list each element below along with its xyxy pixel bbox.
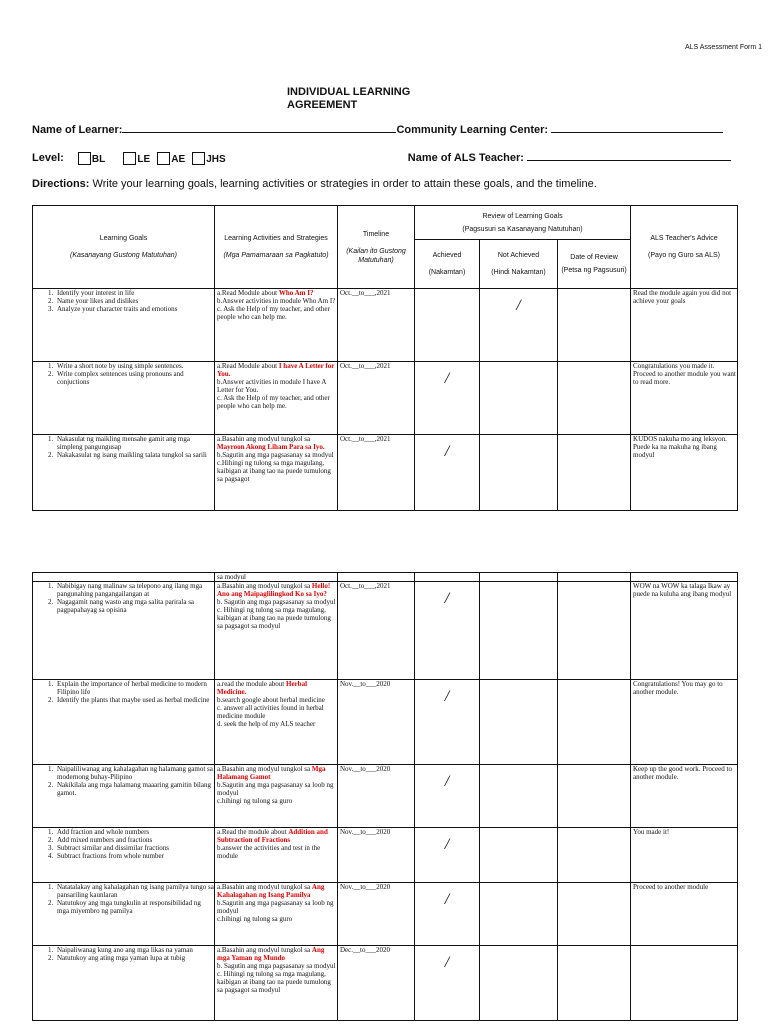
timeline-cell: Nov.__to___2020	[338, 883, 415, 946]
header-not-achieved: Not Achieved (Hindi Nakamtan)	[480, 240, 558, 289]
continuation-row	[33, 573, 738, 582]
timeline-cell: Dec.__to___2020	[338, 946, 415, 1021]
goal-item: 1. Naipaliwanag kung ano ang mga likas na yaman	[55, 946, 214, 954]
table-body-page1	[33, 289, 738, 511]
form-code: ALS Assessment Form 1	[684, 44, 762, 51]
directions	[32, 178, 597, 190]
level-ae-label: AE	[171, 153, 186, 165]
date-review-cell	[558, 765, 631, 828]
achieved-mark: /	[415, 680, 480, 765]
level-le-checkbox[interactable]	[123, 152, 136, 165]
goals-cell	[33, 680, 215, 765]
goal-item: 1. Explain the importance of herbal medicine to modern Filipino life	[55, 680, 214, 696]
achieved-mark: /	[415, 828, 480, 883]
table-row	[33, 883, 738, 946]
module-title: I have A Letter for You.	[217, 362, 335, 378]
title-line-2: AGREEMENT	[287, 99, 358, 111]
date-review-cell	[558, 435, 631, 511]
activity-text: a.Basahin ang modyul tungkol sa	[217, 946, 312, 954]
center-label: Community Learning Center:	[396, 124, 549, 136]
module-title: Ang mga Yaman ng Mundo	[217, 946, 325, 962]
goal-item: 2. Nakakasulat ng isang maikling talata tungkol sa sarili	[55, 451, 214, 459]
advice-cell: Keep up the good work. Proceed to another module.	[631, 765, 738, 828]
not-achieved-mark	[480, 765, 558, 828]
goal-item: 2. Identify the plants that maybe used as herbal medicine	[55, 696, 214, 704]
achieved-mark: /	[415, 582, 480, 680]
advice-cell: Read the module again you did not achieve your goals	[631, 289, 738, 362]
activities-cell	[215, 946, 338, 1021]
goal-item: 1. Identify your interest in life	[55, 289, 214, 297]
activity-text: a.Basahin ang modyul tungkol sa	[217, 582, 312, 590]
not-achieved-mark	[480, 883, 558, 946]
activities-cell	[215, 435, 338, 511]
module-title: Ang Kahalagahan ng Isang Pamilya	[217, 883, 325, 899]
goal-item: 1. Add fraction and whole numbers	[55, 828, 214, 836]
goals-cell	[33, 828, 215, 883]
goals-cell	[33, 362, 215, 435]
activity-text: a.read the module about	[217, 680, 287, 688]
timeline-cell: Oct.__to___,2021	[338, 289, 415, 362]
activity-steps: b. Sagutin ang mga pagsasanay sa modyul c. Hihingi ng tulong sa mga magulang, kaibigan at ibang tao na puede tumulong sa pagsagot sa modyul	[217, 598, 336, 630]
level-jhs-checkbox[interactable]	[192, 152, 205, 165]
learner-row	[32, 122, 723, 136]
activity-steps: b.Sagutin ang mga pagsasanay sa loob ng modyul c.hihingi ng tulong sa guro	[217, 899, 334, 923]
advice-cell: WOW na WOW ka talaga Ikaw ay puede na kuluha ang ibang modyul	[631, 582, 738, 680]
level-jhs-label: JHS	[206, 153, 226, 165]
directions-label: Directions:	[32, 178, 90, 190]
goal-item: 1. Natatalakay ang kahalagahan ng isang pamilya tungo sa pansariling kaunlaran	[55, 883, 214, 899]
date-review-cell	[558, 582, 631, 680]
learning-table-page2	[32, 572, 738, 1021]
table-row	[33, 582, 738, 680]
table-row	[33, 765, 738, 828]
activity-steps: b. Sagutin ang mga pagsasanay sa modyul c. Hihingi ng tulong sa mga magulang, kaibigan at ibang tao na puede tumulong sa pagsagot sa modyul	[217, 962, 336, 994]
activities-cell	[215, 362, 338, 435]
advice-cell: Proceed to another module	[631, 883, 738, 946]
activity-steps: b.Answer activities in module I have A Letter for You. c. Ask the Help of my teacher, and other people who can help me.	[217, 378, 330, 410]
level-row	[32, 150, 731, 165]
module-title: Addition and Subtraction of Fractions	[217, 828, 328, 844]
goals-cell	[33, 946, 215, 1021]
table-row	[33, 680, 738, 765]
date-review-cell	[558, 680, 631, 765]
continuation-text: sa modyul	[215, 573, 338, 582]
timeline-cell: Nov.__to___2020	[338, 828, 415, 883]
goal-item: 2. Add mixed numbers and fractions	[55, 836, 214, 844]
achieved-mark: /	[415, 362, 480, 435]
goals-cell	[33, 289, 215, 362]
achieved-mark	[415, 289, 480, 362]
activity-text: a.Basahin ang modyul tungkol sa	[217, 435, 311, 443]
goal-item: 1. Write a short note by using simple sentences.	[55, 362, 214, 370]
achieved-mark: /	[415, 883, 480, 946]
activity-text: a.Read Module about	[217, 289, 279, 297]
activity-steps: b.search google about herbal medicine c. answer all activities found in herbal medicine module d. seek the help of my ALS teacher	[217, 696, 325, 728]
goal-item: 2. Write complex sentences using pronouns and conjuctions	[55, 370, 214, 386]
activities-cell	[215, 828, 338, 883]
header-advice: ALS Teacher's Advice (Payo ng Guro sa ALS)	[631, 206, 738, 289]
not-achieved-mark	[480, 946, 558, 1021]
timeline-cell: Oct.__to___,2021	[338, 362, 415, 435]
level-le-label: LE	[137, 153, 151, 165]
title-line-1: INDIVIDUAL LEARNING	[287, 86, 411, 98]
table-row	[33, 435, 738, 511]
advice-cell: KUDOS nakuha mo ang leksyon. Puede ka na makuha ng ibang modyul	[631, 435, 738, 511]
goals-cell	[33, 435, 215, 511]
directions-text: Write your learning goals, learning activities or strategies in order to attain these goals, and the timeline.	[92, 178, 597, 190]
header-activities: Learning Activities and Strategies (Mga Pamamaraan sa Pagkatuto)	[215, 206, 338, 289]
activity-steps: b.Answer activities in module Who Am I? c. Ask the Help of my teacher, and other people who can help me.	[217, 297, 336, 321]
learner-name-field[interactable]	[122, 122, 396, 133]
goal-item: 2. Natutukoy ang mga tungkulin at responsibilidad ng mga miyembro ng pamilya	[55, 899, 214, 915]
timeline-cell: Oct.__to___,2021	[338, 435, 415, 511]
goal-item: 3. Subtract similar and dissimilar fractions	[55, 844, 214, 852]
activity-text: a.Basahin ang modyul tungkol sa	[217, 883, 312, 891]
header-goals: Learning Goals (Kasanayang Gustong Matutuhan)	[33, 206, 215, 289]
table-body-page2	[33, 573, 738, 1021]
module-title: Mayroon Akong Liham Para sa Iyo.	[217, 443, 325, 451]
level-bl-label: BL	[91, 153, 106, 165]
level-ae-checkbox[interactable]	[157, 152, 170, 165]
timeline-cell: Nov.__to___2020	[338, 765, 415, 828]
module-title: Mga Halamang Gamot	[217, 765, 326, 781]
goal-item: 2. Name your likes and dislikes	[55, 297, 214, 305]
advice-cell: Congratulations you made it. Proceed to another module you want to read more.	[631, 362, 738, 435]
document-title	[287, 86, 427, 112]
achieved-mark: /	[415, 946, 480, 1021]
table-row	[33, 946, 738, 1021]
activities-cell	[215, 883, 338, 946]
goal-item: 2. Nakikilala ang mga halamang maaaring gamitin bilang gamot.	[55, 781, 214, 797]
level-bl-checkbox[interactable]	[78, 152, 91, 165]
goal-item: 3. Analyze your character traits and emotions	[55, 305, 214, 313]
learning-table-page1	[32, 205, 738, 511]
teacher-label: Name of ALS Teacher:	[407, 152, 524, 164]
not-achieved-mark	[480, 362, 558, 435]
learner-label: Name of Learner:	[32, 124, 123, 136]
header-review: Review of Learning Goals (Pagsusuri sa Kasanayang Natutuhan)	[415, 206, 631, 240]
date-review-cell	[558, 883, 631, 946]
date-review-cell	[558, 362, 631, 435]
header-date-review: Date of Review (Petsa ng Pagsusuri)	[558, 240, 631, 289]
activities-cell	[215, 680, 338, 765]
center-field[interactable]	[551, 122, 723, 133]
goals-cell	[33, 582, 215, 680]
not-achieved-mark	[480, 680, 558, 765]
goal-item: 1. Naipaliliwanag ang kahalagahan ng halamang gamot sa modernong buhay-Pilipino	[55, 765, 214, 781]
goal-item: 4. Subtract fractions from whole number	[55, 852, 214, 860]
advice-cell	[631, 946, 738, 1021]
date-review-cell	[558, 946, 631, 1021]
goal-item: 1. Nabibigay nang malinaw sa telepono ang ilang mga pangunahing pangangailangan at	[55, 582, 214, 598]
timeline-cell: Oct.__to___,2021	[338, 582, 415, 680]
table-row	[33, 362, 738, 435]
achieved-mark: /	[415, 435, 480, 511]
activities-cell	[215, 765, 338, 828]
goal-item: 2. Nagagamit nang wasto ang mga salita parirala sa pagpapahayag sa opisina	[55, 598, 214, 614]
table-row	[33, 828, 738, 883]
goals-cell	[33, 765, 215, 828]
advice-cell: You made it!	[631, 828, 738, 883]
goals-cell	[33, 883, 215, 946]
date-review-cell	[558, 289, 631, 362]
achieved-mark: /	[415, 765, 480, 828]
activity-text: a.Read the module about	[217, 828, 289, 836]
date-review-cell	[558, 828, 631, 883]
activity-text: a.Read Module about	[217, 362, 279, 370]
goal-item: 2. Natutukoy ang ating mga yaman lupa at tubig	[55, 954, 214, 962]
header-achieved: Achieved (Nakamtan)	[415, 240, 480, 289]
activity-text: a.Basahin ang modyul tungkol sa	[217, 765, 312, 773]
activities-cell	[215, 582, 338, 680]
table-row	[33, 289, 738, 362]
not-achieved-mark: /	[480, 289, 558, 362]
activities-cell	[215, 289, 338, 362]
not-achieved-mark	[480, 435, 558, 511]
activity-steps: b.Sagutin ang mga pagsasanay sa modyul c.Hihingi ng tulong sa mga magulang, kaibigan at ibang tao na puede tumulong sa pagsagot	[217, 451, 334, 483]
module-title: Hello! Ano ang Maipaglilingkod Ko sa Iyo?	[217, 582, 331, 598]
activity-steps: b.Sagutin ang mga pagsasanay sa loob ng modyul c.hihingi ng tulong sa guro	[217, 781, 334, 805]
not-achieved-mark	[480, 582, 558, 680]
level-label: Level:	[32, 152, 64, 164]
advice-cell: Congratulations! You may go to another module.	[631, 680, 738, 765]
teacher-field[interactable]	[527, 150, 731, 161]
header-timeline: Timeline (Kailan ito Gustong Matutuhan)	[338, 206, 415, 289]
goal-item: 1. Nakasulat ng maikling mensahe gamit ang mga simpleng pangungusap	[55, 435, 214, 451]
module-title: Who Am I?	[278, 289, 314, 297]
not-achieved-mark	[480, 828, 558, 883]
module-title: Herbal Medicine.	[217, 680, 308, 696]
activity-steps: b.answer the activities and test in the module	[217, 844, 321, 860]
timeline-cell: Nov.__to___2020	[338, 680, 415, 765]
